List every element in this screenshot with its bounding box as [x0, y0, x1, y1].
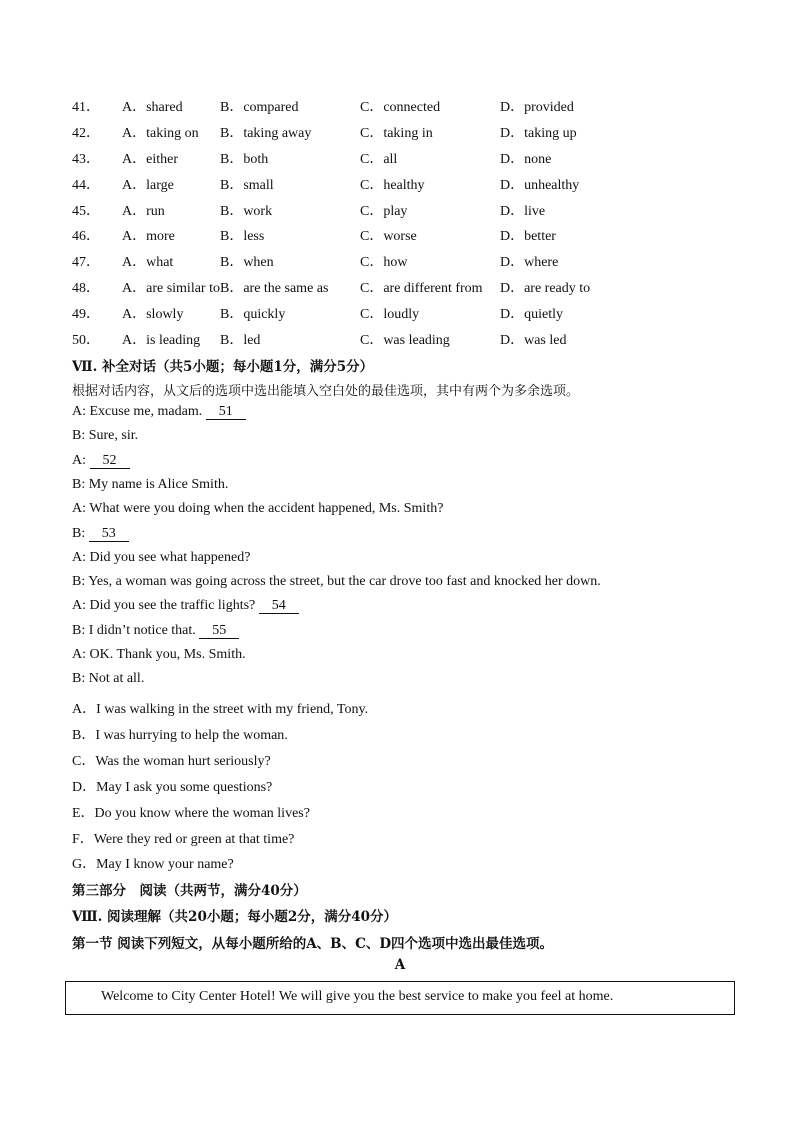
option-c: C．healthy [359, 177, 425, 193]
option-a: A．either [122, 151, 178, 167]
question-number: 50． [72, 332, 100, 348]
dialogue-line [72, 598, 299, 614]
option-row [72, 197, 620, 223]
option-d: D．better [499, 229, 556, 245]
option-b: B．work [219, 203, 273, 219]
question-number: 46． [72, 229, 100, 245]
option-row [72, 300, 620, 326]
option-b: B．less [219, 229, 265, 245]
dialogue-text: A: Did you see the traffic lights? [72, 598, 259, 614]
option-row [72, 171, 620, 197]
option-d: D．none [499, 151, 552, 167]
option-a: A．are similar to [122, 281, 220, 297]
hotel-notice-text: Welcome to City Center Hotel! We will give you the best service to make you feel at home. [101, 989, 614, 1004]
dialogue-text: B: My name is Alice Smith. [72, 476, 229, 492]
choice-item: C．Was the woman hurt seriously? [72, 753, 271, 769]
passage-label: A [394, 957, 406, 973]
option-c: C．connected [359, 99, 441, 115]
option-b: B．led [219, 332, 261, 348]
dialogue-line [72, 501, 443, 517]
option-d: D．taking up [499, 125, 577, 141]
dialogue-text: A: [72, 452, 90, 468]
option-d: D．unhealthy [499, 177, 580, 193]
option-table [72, 93, 620, 352]
option-a: A．shared [122, 99, 183, 115]
dialogue-line [72, 671, 144, 687]
choice-item: A．I was walking in the street with my friend, Tony. [72, 702, 369, 717]
option-row [72, 93, 620, 119]
option-row [72, 274, 620, 300]
dialogue-text: B: [72, 525, 89, 541]
option-a: A．is leading [122, 332, 201, 348]
answer-blank[interactable]: 54 [259, 599, 299, 614]
choice-item: B．I was hurrying to help the woman. [72, 727, 288, 743]
dialogue-line [72, 574, 601, 590]
option-b: B．both [219, 151, 269, 167]
dialogue-text: B: Yes, a woman was going across the street, but the car drove too fast and knocked her down. [72, 574, 601, 590]
option-a: A．run [122, 203, 165, 219]
option-c: C．all [359, 151, 398, 167]
option-d: D．live [499, 203, 546, 219]
option-a: A．large [122, 177, 174, 193]
dialogue-text: A: What were you doing when the accident happened, Ms. Smith? [72, 501, 444, 517]
question-number: 47． [72, 255, 100, 271]
option-b: B．quickly [219, 307, 286, 323]
dialogue-line [72, 526, 129, 542]
option-b: B．compared [219, 99, 299, 115]
option-c: C．how [359, 255, 408, 271]
option-c: C．are different from [359, 281, 483, 297]
option-row [72, 222, 620, 248]
dialogue-text: A: Did you see what happened? [72, 549, 251, 565]
option-c: C．taking in [359, 125, 433, 141]
answer-blank[interactable]: 51 [206, 405, 246, 420]
option-d: D．provided [499, 99, 574, 115]
section7-heading: Ⅶ. 补全对话（共5小题；每小题1分，满分5分） [72, 359, 374, 375]
option-b: B．taking away [219, 125, 312, 141]
section8-heading: Ⅷ. 阅读理解（共20小题；每小题2分，满分40分） [72, 909, 398, 925]
choice-item: F．Were they red or green at that time? [72, 831, 295, 847]
answer-blank[interactable]: 55 [199, 624, 239, 639]
dialogue-line [72, 623, 239, 639]
question-number: 43． [72, 151, 100, 167]
choice-item: G．May I know your name? [72, 857, 234, 873]
hotel-notice-box [65, 981, 735, 1015]
answer-blank[interactable]: 53 [89, 527, 129, 542]
option-d: D．quietly [499, 307, 563, 323]
option-row [72, 119, 620, 145]
subsection1-heading: 第一节 阅读下列短文，从每小题所给的A、B、C、D四个选项中选出最佳选项。 [72, 936, 554, 952]
dialogue-text: B: Sure, sir. [72, 428, 139, 444]
dialogue-line [72, 477, 228, 493]
dialogue-text: B: I didn’t notice that. [72, 622, 200, 638]
option-row [72, 326, 620, 352]
option-d: D．are ready to [499, 281, 591, 297]
option-row [72, 248, 620, 274]
dialogue-line [72, 428, 138, 444]
option-c: C．loudly [359, 307, 420, 323]
option-c: C．was leading [359, 332, 450, 348]
option-a: A．what [122, 255, 174, 271]
question-number: 49． [72, 307, 100, 323]
question-number: 45． [72, 203, 100, 219]
option-c: C．play [359, 203, 408, 219]
option-c: C．worse [359, 229, 417, 245]
option-b: B．when [219, 255, 274, 271]
option-a: A．more [122, 229, 175, 245]
option-d: D．where [499, 255, 559, 271]
option-a: A．taking on [122, 125, 199, 141]
dialogue-text: B: Not at all. [72, 671, 145, 687]
question-number: 41． [72, 99, 100, 115]
option-row [72, 145, 620, 171]
question-number: 48． [72, 281, 100, 297]
option-d: D．was led [499, 332, 567, 348]
choice-item: E．Do you know where the woman lives? [72, 805, 310, 821]
option-b: B．small [219, 177, 274, 193]
part3-heading: 第三部分 阅读（共两节，满分40分） [72, 883, 307, 899]
dialogue-line [72, 550, 250, 566]
dialogue-line [72, 453, 130, 469]
section7-instruction: 根据对话内容，从文后的选项中选出能填入空白处的最佳选项，其中有两个为多余选项。 [72, 384, 580, 399]
question-number: 44． [72, 177, 100, 193]
option-a: A．slowly [122, 307, 184, 323]
dialogue-text: A: OK. Thank you, Ms. Smith. [72, 647, 246, 662]
dialogue-text: A: Excuse me, madam. [72, 404, 206, 419]
answer-blank[interactable]: 52 [90, 454, 130, 469]
dialogue-line [72, 404, 246, 420]
choice-item: D．May I ask you some questions? [72, 779, 273, 795]
dialogue-line [72, 647, 246, 663]
question-number: 42． [72, 125, 100, 141]
option-b: B．are the same as [219, 281, 329, 297]
